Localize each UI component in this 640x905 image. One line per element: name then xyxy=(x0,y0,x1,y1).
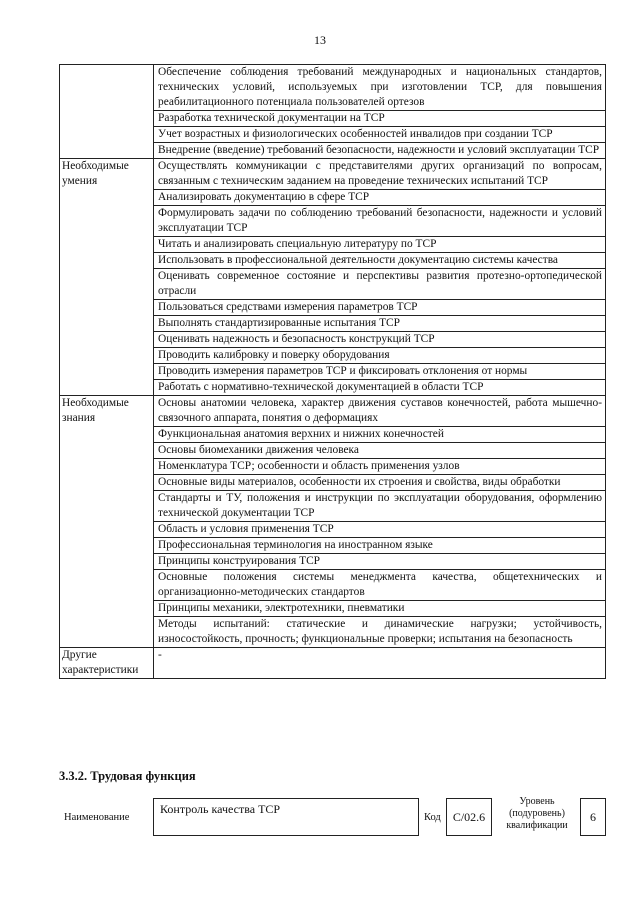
table-row xyxy=(60,648,606,679)
table-row xyxy=(60,65,606,111)
row-item-text: Проводить калибровку и поверку оборудования xyxy=(154,348,606,364)
row-item-text: Основы анатомии человека, характер движения суставов конечностей, работа мышечно-связочного аппарата, понятия о деформациях xyxy=(154,396,606,427)
code-value: C/02.6 xyxy=(446,798,492,836)
row-group-label: Необходимые знания xyxy=(60,396,154,648)
page-number: 13 xyxy=(314,33,326,47)
name-value: Контроль качества ТСР xyxy=(153,798,419,836)
row-item-text: Функциональная анатомия верхних и нижних конечностей xyxy=(154,427,606,443)
row-item-text: Анализировать документацию в сфере ТСР xyxy=(154,190,606,206)
level-value: 6 xyxy=(580,798,606,836)
row-item-text: Разработка технической документации на ТСР xyxy=(154,111,606,127)
table-row xyxy=(60,159,606,190)
row-item-text: Стандарты и ТУ, положения и инструкции по эксплуатации оборудования, оформлению технической документации ТСР xyxy=(154,491,606,522)
level-label: Уровень (подуровень) квалификации xyxy=(506,796,568,831)
name-label: Наименование xyxy=(64,812,130,823)
row-item-text: Основы биомеханики движения человека xyxy=(154,443,606,459)
row-item-text: Использовать в профессиональной деятельности документацию системы качества xyxy=(154,253,606,269)
table-row xyxy=(60,396,606,427)
row-item-text: Оценивать надежность и безопасность конструкций ТСР xyxy=(154,332,606,348)
row-item-text: - xyxy=(154,648,606,679)
row-item-text: Обеспечение соблюдения требований международных и национальных стандартов, технических условий, используемых при изготовлении ТСР, для повышения реабилитационного потенциала пользователей ортезов xyxy=(154,65,606,111)
row-item-text: Формулировать задачи по соблюдению требований безопасности, надежности и условий эксплуатации ТСР xyxy=(154,206,606,237)
row-item-text: Проводить измерения параметров ТСР и фиксировать отклонения от нормы xyxy=(154,364,606,380)
row-item-text: Осуществлять коммуникации с представителями других организаций по вопросам, связанным с техническим заданием на проведение технических испытаний ТСР xyxy=(154,159,606,190)
row-item-text: Номенклатура ТСР; особенности и область применения узлов xyxy=(154,459,606,475)
row-item-text: Основные положения системы менеджмента качества, общетехнических и организационно-методических стандартов xyxy=(154,570,606,601)
row-item-text: Область и условия применения ТСР xyxy=(154,522,606,538)
row-item-text: Оценивать современное состояние и перспективы развития протезно-ортопедической отрасли xyxy=(154,269,606,300)
section-title: 3.3.2. Трудовая функция xyxy=(59,769,196,783)
row-group-label: Другие характеристики xyxy=(60,648,154,679)
requirements-table xyxy=(59,64,606,679)
row-item-text: Учет возрастных и физиологических особенностей инвалидов при создании ТСР xyxy=(154,127,606,143)
row-group-label: Необходимые умения xyxy=(60,159,154,396)
row-item-text: Внедрение (введение) требований безопасности, надежности и условий эксплуатации ТСР xyxy=(154,143,606,159)
row-item-text: Читать и анализировать специальную литературу по ТСР xyxy=(154,237,606,253)
row-group-label xyxy=(60,65,154,159)
row-item-text: Основные виды материалов, особенности их строения и свойства, виды обработки xyxy=(154,475,606,491)
row-item-text: Выполнять стандартизированные испытания ТСР xyxy=(154,316,606,332)
row-item-text: Пользоваться средствами измерения параметров ТСР xyxy=(154,300,606,316)
row-item-text: Принципы механики, электротехники, пневматики xyxy=(154,601,606,617)
row-item-text: Работать с нормативно-технической документацией в области ТСР xyxy=(154,380,606,396)
code-label: Код xyxy=(424,812,441,823)
row-item-text: Принципы конструирования ТСР xyxy=(154,554,606,570)
row-item-text: Методы испытаний: статические и динамические нагрузки; устойчивость, износостойкость, прочность; функциональные проверки; испытания на безопасность xyxy=(154,617,606,648)
row-item-text: Профессиональная терминология на иностранном языке xyxy=(154,538,606,554)
